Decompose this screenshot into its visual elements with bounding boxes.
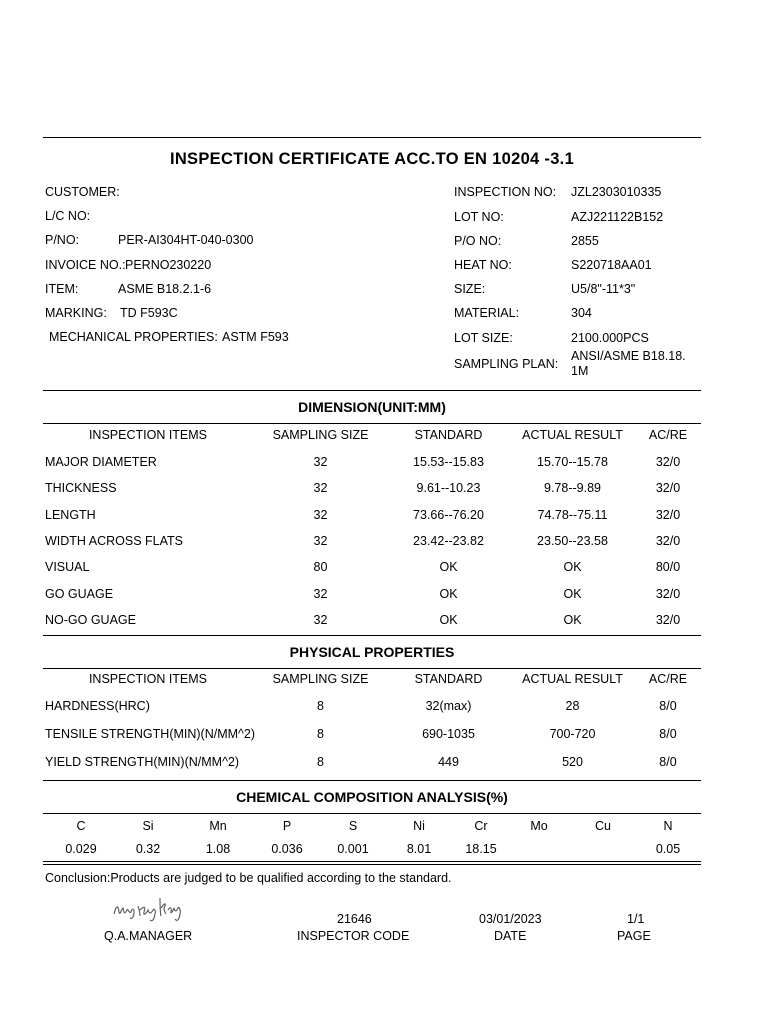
cell-standard: OK: [439, 587, 458, 601]
element-mo: Mo: [530, 819, 548, 833]
cell-actual: OK: [563, 560, 582, 574]
inspection-no-value: JZL2303010335: [571, 185, 662, 199]
page-value: 1/1: [627, 912, 645, 926]
cell-standard: 73.66--76.20: [413, 508, 484, 522]
date-label: DATE: [494, 929, 527, 943]
invoice-value: PERNO230220: [125, 258, 212, 272]
cell-item: YIELD STRENGTH(MIN)(N/MM^2): [45, 755, 240, 769]
cell-sampling: 32: [313, 455, 328, 469]
inspector-code-value: 21646: [337, 912, 372, 926]
col-acre: AC/RE: [648, 428, 688, 442]
col-sampling-size: SAMPLING SIZE: [272, 672, 369, 686]
invoice-label: INVOICE NO.:: [45, 258, 126, 272]
cell-sampling: 32: [313, 481, 328, 495]
lot-size-value: 2100.000PCS: [571, 331, 649, 345]
cell-standard: 23.42--23.82: [413, 534, 484, 548]
cell-actual: OK: [563, 613, 582, 627]
table-row: [43, 534, 701, 554]
cell-sampling: 8: [317, 755, 324, 769]
certificate-title: INSPECTION CERTIFICATE ACC.TO EN 10204 -3.1: [169, 150, 575, 168]
cell-item: THICKNESS: [45, 481, 117, 495]
cell-acre: 32/0: [655, 613, 681, 627]
cell-acre: 32/0: [655, 508, 681, 522]
dimension-header-rule: [43, 423, 701, 424]
physical-header-row: [43, 672, 701, 692]
material-value: 304: [571, 306, 592, 320]
cell-sampling: 8: [317, 727, 324, 741]
marking-value: TD F593C: [120, 306, 178, 320]
col-sampling-size: SAMPLING SIZE: [272, 428, 369, 442]
po-no-value: 2855: [571, 234, 599, 248]
cell-actual: 700-720: [549, 727, 596, 741]
value-c: 0.029: [65, 842, 97, 856]
physical-top-rule: [43, 635, 701, 636]
cell-item: MAJOR DIAMETER: [45, 455, 157, 469]
conclusion-text: Conclusion:Products are judged to be qualified according to the standard.: [45, 871, 452, 885]
chemical-title: CHEMICAL COMPOSITION ANALYSIS(%): [236, 789, 508, 805]
dimension-header-row: [43, 428, 701, 448]
cell-acre: 32/0: [655, 481, 681, 495]
qa-manager-label: Q.A.MANAGER: [104, 929, 193, 943]
element-cu: Cu: [595, 819, 611, 833]
element-mn: Mn: [209, 819, 227, 833]
pno-value: PER-AI304HT-040-0300: [118, 233, 254, 247]
item-label: ITEM:: [45, 282, 79, 296]
chemical-values-row: [43, 842, 701, 860]
cell-sampling: 32: [313, 613, 328, 627]
cell-standard: 32(max): [425, 699, 472, 713]
table-row: [43, 481, 701, 501]
col-inspection-items: INSPECTION ITEMS: [88, 672, 208, 686]
cell-standard: 9.61--10.23: [416, 481, 481, 495]
lot-no-value: AZJ221122B152: [571, 210, 664, 224]
cell-item: GO GUAGE: [45, 587, 114, 601]
value-mn: 1.08: [205, 842, 231, 856]
element-p: P: [282, 819, 292, 833]
sampling-plan-value-1: ANSI/ASME B18.18.: [571, 349, 686, 363]
chemical-bottom-rule: [43, 861, 701, 865]
lot-no-label: LOT NO:: [454, 210, 504, 224]
pno-label: P/NO:: [45, 233, 80, 247]
chemical-top-rule: [43, 780, 701, 781]
inspection-no-label: INSPECTION NO:: [454, 185, 557, 199]
inspector-code-label: INSPECTOR CODE: [297, 929, 410, 943]
chemical-header-rule: [43, 813, 701, 814]
lc-no-label: L/C NO:: [45, 209, 91, 223]
cell-sampling: 32: [313, 508, 328, 522]
cell-actual: 23.50--23.58: [537, 534, 608, 548]
value-ni: 8.01: [406, 842, 432, 856]
cell-item: VISUAL: [45, 560, 90, 574]
col-standard: STANDARD: [414, 428, 483, 442]
value-n: 0.05: [655, 842, 681, 856]
element-s: S: [348, 819, 358, 833]
size-value: U5/8"-11*3": [571, 282, 636, 296]
cell-actual: 74.78--75.11: [537, 508, 608, 522]
cell-sampling: 32: [313, 534, 328, 548]
col-actual-result: ACTUAL RESULT: [522, 428, 623, 442]
heat-no-label: HEAT NO:: [454, 258, 512, 272]
table-row: [43, 727, 701, 747]
value-s: 0.001: [337, 842, 369, 856]
heat-no-value: S220718AA01: [571, 258, 652, 272]
cell-acre: 8/0: [659, 755, 677, 769]
cell-item: HARDNESS(HRC): [45, 699, 150, 713]
cell-actual: 9.78--9.89: [544, 481, 601, 495]
dimension-top-rule: [43, 390, 701, 391]
cell-actual: OK: [563, 587, 582, 601]
date-value: 03/01/2023: [479, 912, 542, 926]
cell-acre: 8/0: [659, 699, 677, 713]
mechanical-label: MECHANICAL PROPERTIES:: [49, 330, 218, 344]
page-label: PAGE: [617, 929, 651, 943]
physical-header-rule: [43, 668, 701, 669]
table-row: [43, 755, 701, 775]
table-row: [43, 613, 701, 633]
cell-acre: 80/0: [655, 560, 681, 574]
value-p: 0.036: [271, 842, 303, 856]
element-ni: Ni: [413, 819, 425, 833]
cell-actual: 28: [565, 699, 580, 713]
marking-label: MARKING:: [45, 306, 107, 320]
chemical-elements-row: [43, 819, 701, 837]
cell-standard: 15.53--15.83: [413, 455, 484, 469]
dimension-title: DIMENSION(UNIT:MM): [298, 399, 446, 415]
cell-acre: 8/0: [659, 727, 677, 741]
cell-actual: 15.70--15.78: [537, 455, 608, 469]
physical-title: PHYSICAL PROPERTIES: [289, 644, 455, 660]
cell-sampling: 32: [313, 587, 328, 601]
col-standard: STANDARD: [414, 672, 483, 686]
item-value: ASME B18.2.1-6: [118, 282, 212, 296]
cell-standard: OK: [439, 560, 458, 574]
col-inspection-items: INSPECTION ITEMS: [88, 428, 208, 442]
cell-actual: 520: [562, 755, 583, 769]
value-cr: 18.15: [465, 842, 497, 856]
value-si: 0.32: [135, 842, 161, 856]
table-row: [43, 587, 701, 607]
material-label: MATERIAL:: [454, 306, 520, 320]
cell-item: LENGTH: [45, 508, 96, 522]
po-no-label: P/O NO:: [454, 234, 502, 248]
table-row: [43, 455, 701, 475]
signature-image: [110, 892, 190, 924]
cell-acre: 32/0: [655, 534, 681, 548]
element-si: Si: [142, 819, 154, 833]
cell-item: TENSILE STRENGTH(MIN)(N/MM^2): [45, 727, 256, 741]
table-row: [43, 560, 701, 580]
col-actual-result: ACTUAL RESULT: [522, 672, 623, 686]
sampling-plan-label: SAMPLING PLAN:: [454, 357, 559, 371]
cell-item: NO-GO GUAGE: [45, 613, 136, 627]
cell-acre: 32/0: [655, 587, 681, 601]
cell-item: WIDTH ACROSS FLATS: [45, 534, 183, 548]
element-c: C: [76, 819, 86, 833]
top-rule: [43, 137, 701, 138]
cell-standard: OK: [439, 613, 458, 627]
table-row: [43, 699, 701, 719]
col-acre: AC/RE: [648, 672, 688, 686]
sampling-plan-value-2: 1M: [571, 364, 589, 378]
customer-label: CUSTOMER:: [45, 185, 120, 199]
lot-size-label: LOT SIZE:: [454, 331, 513, 345]
table-row: [43, 508, 701, 528]
cell-sampling: 8: [317, 699, 324, 713]
cell-standard: 449: [438, 755, 459, 769]
cell-standard: 690-1035: [422, 727, 475, 741]
cell-acre: 32/0: [655, 455, 681, 469]
cell-sampling: 80: [313, 560, 328, 574]
size-label: SIZE:: [454, 282, 486, 296]
mechanical-value: ASTM F593: [222, 330, 289, 344]
element-n: N: [663, 819, 673, 833]
element-cr: Cr: [474, 819, 488, 833]
